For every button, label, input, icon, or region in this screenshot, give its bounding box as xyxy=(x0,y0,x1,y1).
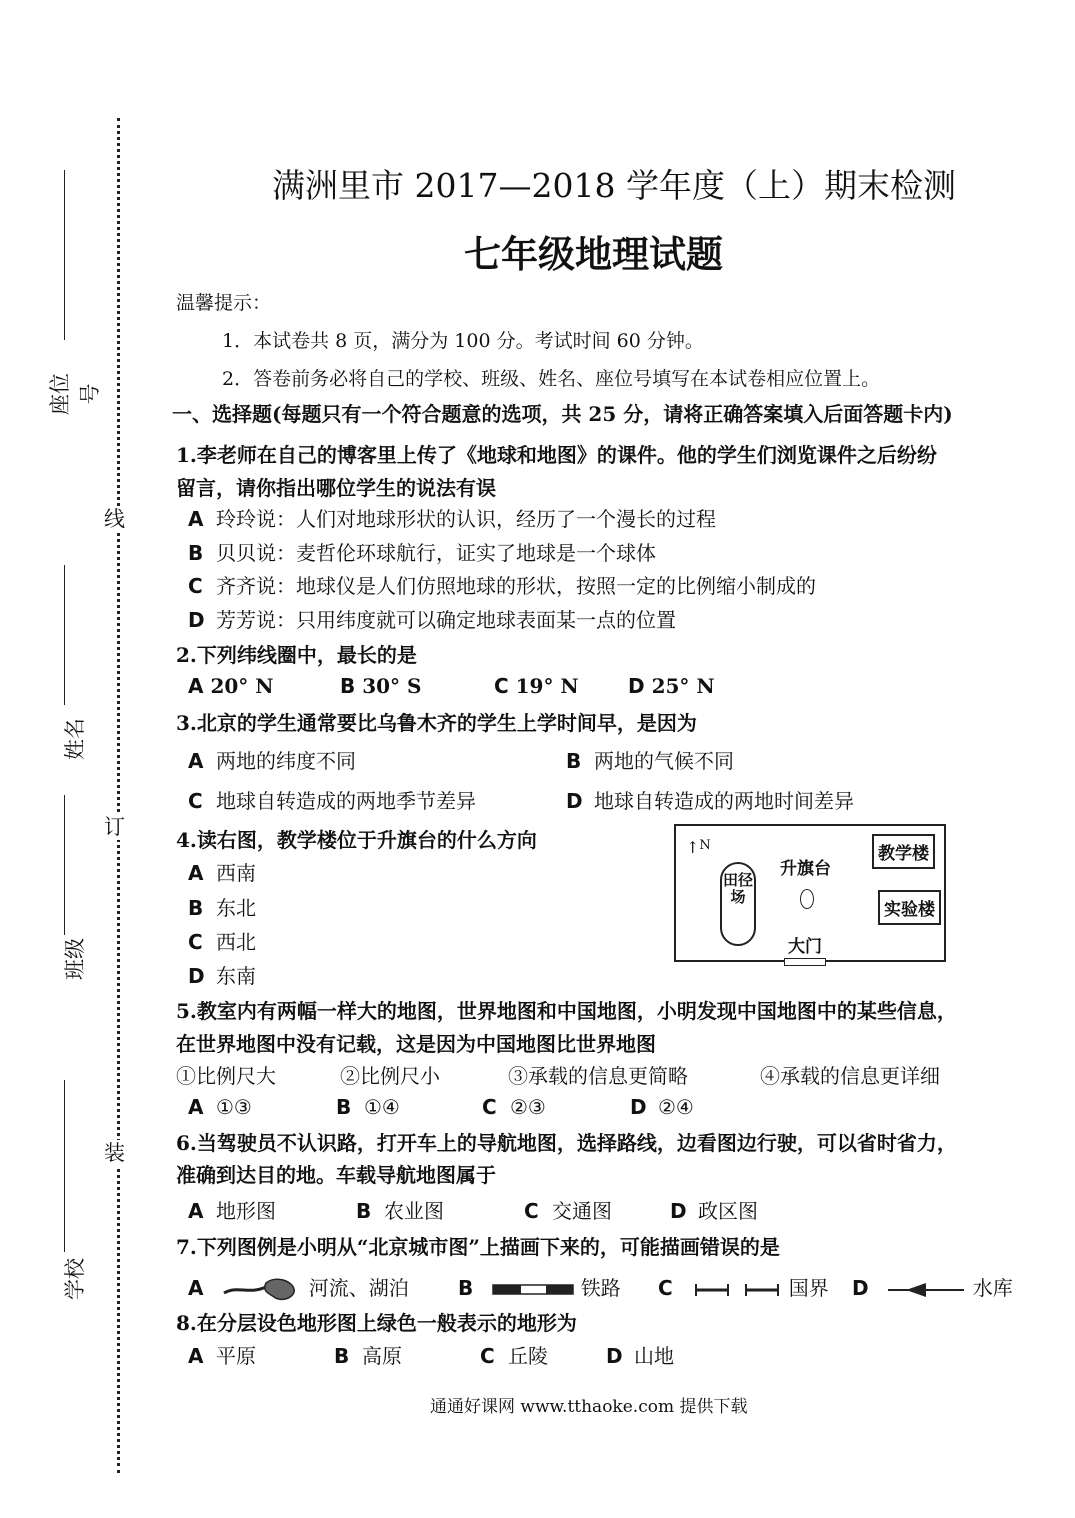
q1-option-a[interactable]: A 玲玲说：人们对地球形状的认识，经历了一个漫长的过程 xyxy=(188,507,716,531)
q1-option-c[interactable]: C 齐齐说：地球仪是人们仿照地球的形状，按照一定的比例缩小制成的 xyxy=(188,574,816,598)
tips-heading: 温馨提示： xyxy=(176,292,272,314)
question-6-stem-cont: 准确到达目的地。车载导航地图属于 xyxy=(176,1163,496,1187)
q1-option-d[interactable]: D 芳芳说：只用纬度就可以确定地球表面某一点的位置 xyxy=(188,608,676,632)
school-map-figure xyxy=(674,824,946,962)
tip-item: 1．本试卷共 8 页，满分为 100 分。考试时间 60 分钟。 xyxy=(222,330,704,352)
q7-option-a[interactable]: A 河流、湖泊 xyxy=(188,1272,409,1303)
map-lab-building: 实验楼 xyxy=(878,890,941,925)
map-teaching-building: 教学楼 xyxy=(872,834,935,869)
map-gate-label: 大门 xyxy=(788,937,822,957)
tip-item: 2．答卷前务必将自己的学校、班级、姓名、座位号填写在本试卷相应位置上。 xyxy=(222,368,881,390)
seat-number-label: 座位号 xyxy=(48,373,102,415)
reservoir-icon xyxy=(886,1280,966,1300)
q5-statement-3: ③承载的信息更简略 xyxy=(508,1064,688,1088)
q5-statement-1: ①比例尺大 xyxy=(176,1064,276,1088)
question-5-stem-cont: 在世界地图中没有记载，这是因为中国地图比世界地图 xyxy=(176,1032,656,1056)
q3-option-d[interactable]: D 地球自转造成的两地时间差异 xyxy=(566,789,854,813)
question-1-stem-cont: 留言，请你指出哪位学生的说法有误 xyxy=(176,476,496,500)
q5-option-c[interactable]: C ②③ xyxy=(482,1095,546,1119)
q2-option-b[interactable]: B 30° S xyxy=(340,674,422,698)
question-6-stem: 6.当驾驶员不认识路，打开车上的导航地图，选择路线，边看图边行驶，可以省时省力， xyxy=(176,1131,957,1155)
name-label: 姓名 xyxy=(63,718,87,760)
q3-option-b[interactable]: B 两地的气候不同 xyxy=(566,749,734,773)
question-8-stem: 8.在分层设色地形图上绿色一般表示的地形为 xyxy=(176,1311,577,1335)
q4-option-b[interactable]: B 东北 xyxy=(188,896,256,920)
page-footer: 通通好课网 www.tthaoke.com 提供下载 xyxy=(430,1397,748,1417)
flag-platform-icon xyxy=(800,889,814,909)
gate-icon xyxy=(784,958,826,966)
question-7-stem: 7.下列图例是小明从“北京城市图”上描画下来的，可能描画错误的是 xyxy=(176,1235,780,1259)
q2-option-d[interactable]: D 25° N xyxy=(628,674,715,698)
question-5-stem: 5.教室内有两幅一样大的地图，世界地图和中国地图，小明发现中国地图中的某些信息， xyxy=(176,999,957,1023)
q5-option-b[interactable]: B ①④ xyxy=(336,1095,400,1119)
q4-option-a[interactable]: A 西南 xyxy=(188,861,256,885)
q3-option-a[interactable]: A 两地的纬度不同 xyxy=(188,749,356,773)
river-lake-icon xyxy=(222,1277,302,1303)
border-icon xyxy=(692,1283,782,1297)
q2-option-a[interactable]: A 20° N xyxy=(188,674,274,698)
seat-number-line[interactable] xyxy=(64,170,65,340)
q6-option-c[interactable]: C 交通图 xyxy=(524,1199,612,1223)
q8-option-a[interactable]: A 平原 xyxy=(188,1344,256,1368)
question-3-stem: 3.北京的学生通常要比乌鲁木齐的学生上学时间早，是因为 xyxy=(176,711,697,735)
exam-subtitle: 七年级地理试题 xyxy=(464,232,723,276)
school-label: 学校 xyxy=(63,1258,87,1300)
map-flag-platform-label: 升旗台 xyxy=(780,859,831,879)
question-1-stem: 1.李老师在自己的博客里上传了《地球和地图》的课件。他的学生们浏览课件之后纷纷 xyxy=(176,443,937,467)
cut-char-line: 线 xyxy=(104,507,125,531)
q7-option-c[interactable]: C 国界 xyxy=(658,1276,829,1300)
q4-option-d[interactable]: D 东南 xyxy=(188,964,256,988)
q5-option-a[interactable]: A ①③ xyxy=(188,1095,252,1119)
q7-option-d[interactable]: D 水库 xyxy=(852,1276,1013,1300)
q5-statement-4: ④承载的信息更详细 xyxy=(760,1064,940,1088)
north-arrow-icon: ↑$^N$ xyxy=(686,838,711,857)
class-line[interactable] xyxy=(64,795,65,935)
q8-option-b[interactable]: B 高原 xyxy=(334,1344,402,1368)
q5-option-d[interactable]: D ②④ xyxy=(630,1095,694,1119)
q8-option-d[interactable]: D 山地 xyxy=(606,1344,674,1368)
q2-option-c[interactable]: C 19° N xyxy=(494,674,579,698)
q4-option-c[interactable]: C 西北 xyxy=(188,930,256,954)
cut-char-staple: 订 xyxy=(104,815,125,839)
q7-option-b[interactable]: B 铁路 xyxy=(458,1276,621,1300)
q6-option-b[interactable]: B 农业图 xyxy=(356,1199,444,1223)
q5-statement-2: ②比例尺小 xyxy=(340,1064,440,1088)
school-line[interactable] xyxy=(64,1080,65,1252)
railway-icon xyxy=(492,1283,574,1297)
name-line[interactable] xyxy=(64,565,65,705)
q6-option-d[interactable]: D 政区图 xyxy=(670,1199,758,1223)
question-4-stem: 4.读右图，教学楼位于升旗台的什么方向 xyxy=(176,828,537,852)
map-track-field: 田径场 xyxy=(720,862,756,946)
exam-title: 满洲里市 2017—2018 学年度（上）期末检测 xyxy=(272,166,956,205)
q1-option-b[interactable]: B 贝贝说：麦哲伦环球航行，证实了地球是一个球体 xyxy=(188,541,656,565)
q3-option-c[interactable]: C 地球自转造成的两地季节差异 xyxy=(188,789,476,813)
section-heading: 一、选择题(每题只有一个符合题意的选项，共 25 分，请将正确答案填入后面答题卡内) xyxy=(172,402,953,426)
class-label: 班级 xyxy=(63,938,87,980)
cut-char-bind: 装 xyxy=(104,1141,125,1165)
binding-dotted-line xyxy=(117,118,120,1473)
q8-option-c[interactable]: C 丘陵 xyxy=(480,1344,548,1368)
question-2-stem: 2.下列纬线圈中，最长的是 xyxy=(176,643,417,667)
q6-option-a[interactable]: A 地形图 xyxy=(188,1199,276,1223)
